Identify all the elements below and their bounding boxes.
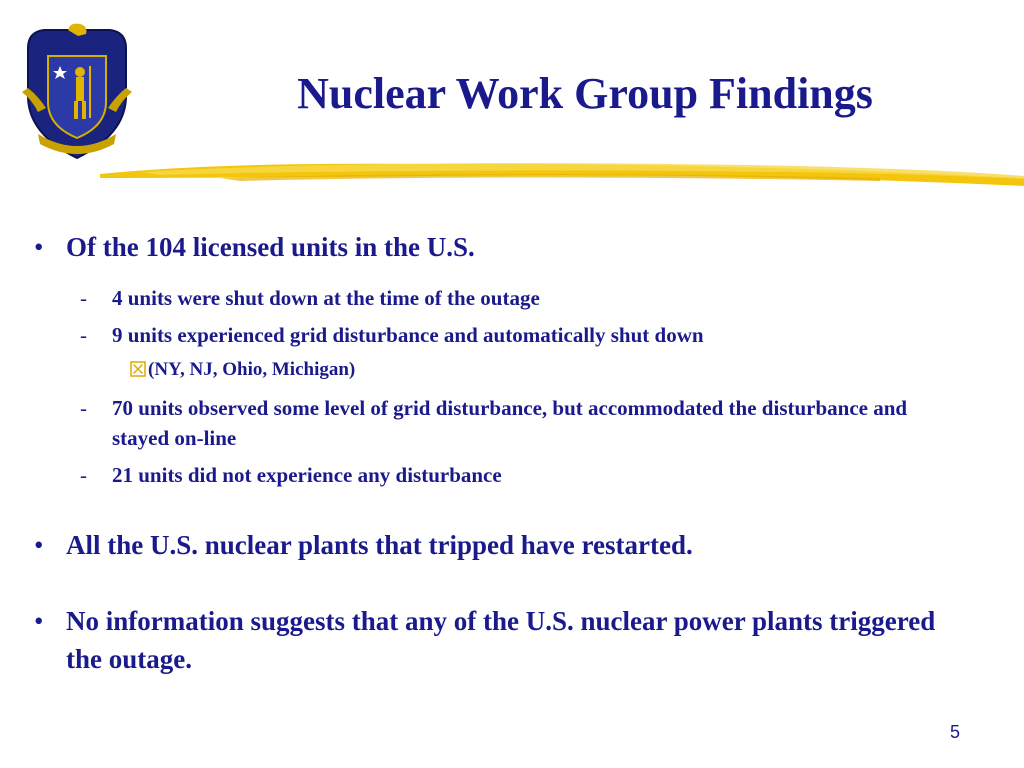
sub-sub-bullet-text: (NY, NJ, Ohio, Michigan): [148, 359, 356, 380]
dash-marker: -: [80, 396, 87, 420]
sub-bullet-text: 70 units observed some level of grid disturbance, but accommodated the disturbance and stayed on-line: [112, 396, 908, 450]
sub-bullet-text: 4 units were shut down at the time of the outage: [112, 286, 540, 310]
bullet-text: Of the 104 licensed units in the U.S.: [66, 232, 475, 262]
sub-sub-bullet-item: [130, 357, 730, 383]
x-checkbox-icon: [130, 361, 146, 377]
sub-bullet-item: [80, 460, 960, 490]
bullet-text: No information suggests that any of the U.S. nuclear power plants triggered the outage.: [66, 606, 936, 674]
bullet-marker: •: [34, 530, 44, 560]
sub-bullet-item: [80, 283, 960, 313]
bullet-text: All the U.S. nuclear plants that tripped have restarted.: [66, 530, 693, 560]
dash-marker: -: [80, 286, 87, 310]
sub-bullet-item: [80, 393, 960, 453]
bullet-item: [34, 602, 954, 678]
bullet-marker: •: [34, 232, 44, 262]
sub-bullet-text: 21 units did not experience any disturbance: [112, 463, 502, 487]
bullet-marker: •: [34, 606, 44, 636]
page-number: 5: [949, 722, 960, 742]
sub-bullet-item: [80, 320, 960, 350]
bullet-item: [34, 526, 954, 564]
slide-title: Nuclear Work Group Findings: [297, 69, 873, 118]
sub-bullet-text: 9 units experienced grid disturbance and automatically shut down: [112, 323, 704, 347]
dash-marker: -: [80, 463, 87, 487]
dash-marker: -: [80, 323, 87, 347]
bullet-item: [34, 228, 954, 266]
